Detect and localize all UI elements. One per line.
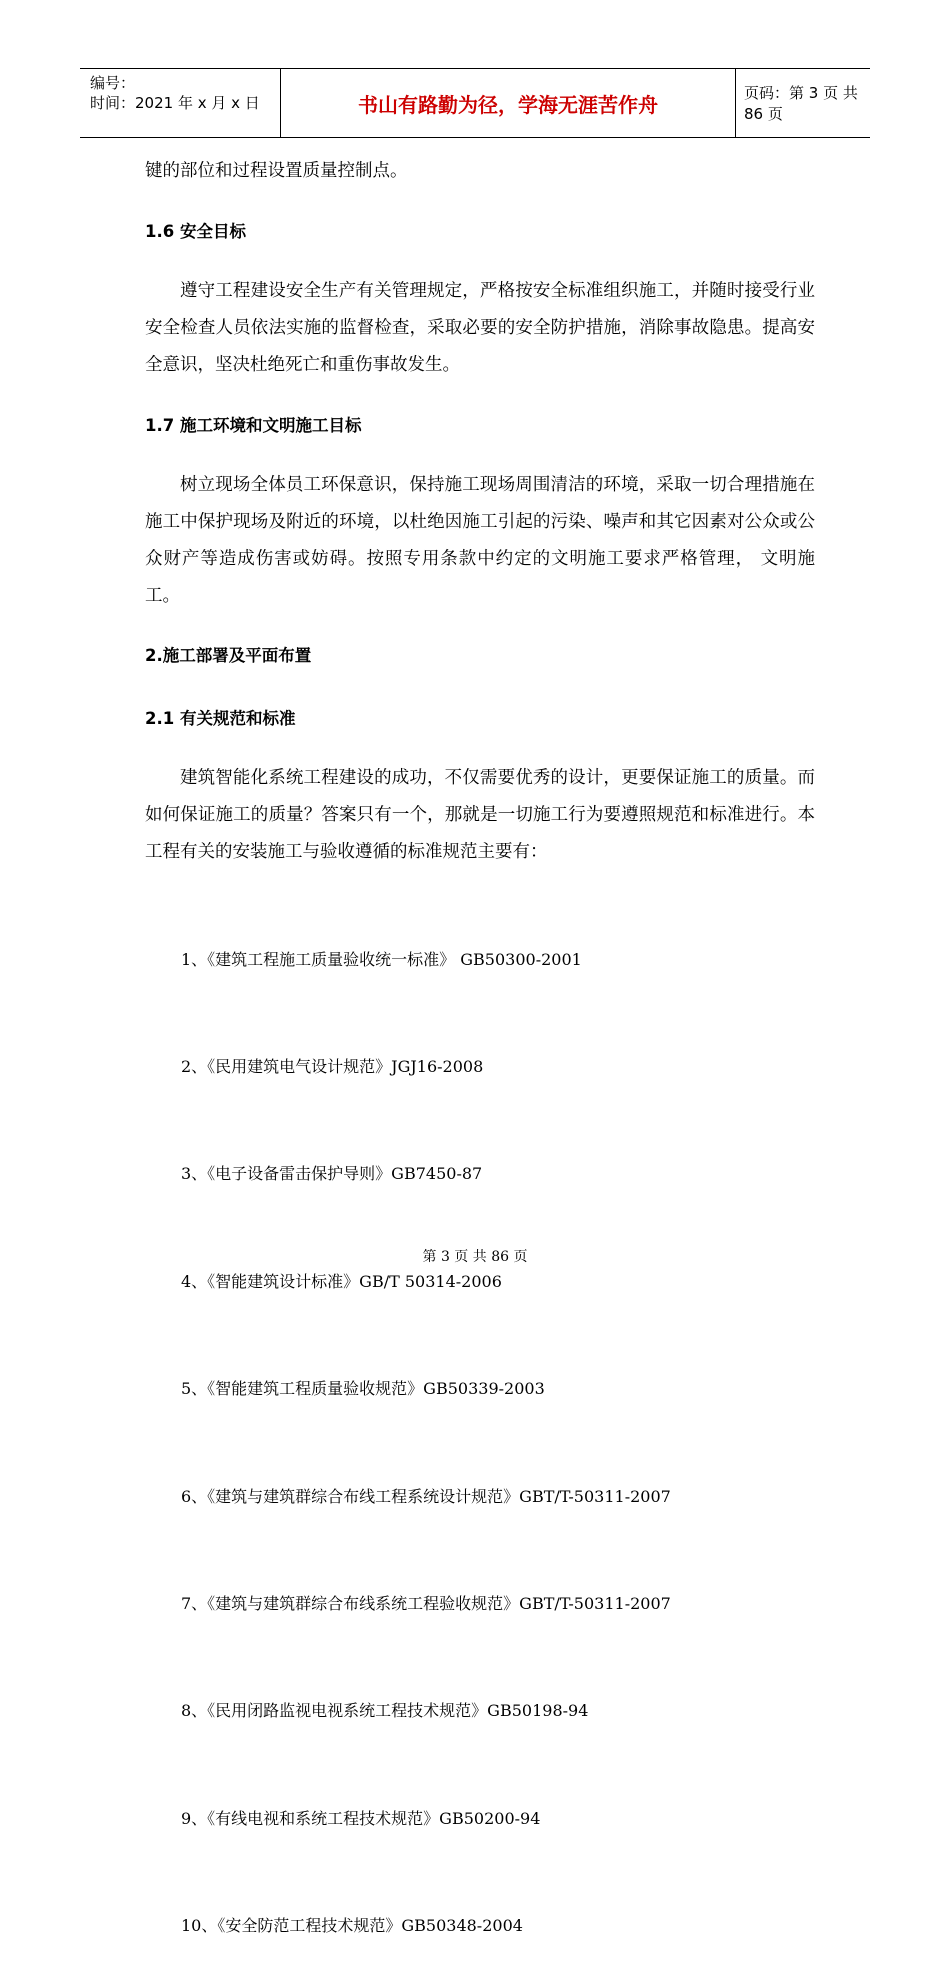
list-item: 8、《民用闭路监视电视系统工程技术规范》GB50198-94 bbox=[181, 1701, 589, 1721]
list-item: 9、《有线电视和系统工程技术规范》GB50200-94 bbox=[181, 1808, 541, 1828]
list-item: 7、《建筑与建筑群综合布线系统工程验收规范》GBT/T-50311-2007 bbox=[181, 1593, 671, 1613]
paragraph-standards-intro: 建筑智能化系统工程建设的成功，不仅需要优秀的设计，更要保证施工的质量。而如何保证施工的质量？答案只有一个，那就是一切施工行为要遵照规范和标准进行。本工程有关的安装施工与验收遵循的标准规范主要有： bbox=[145, 768, 815, 862]
page-header bbox=[80, 68, 870, 138]
paragraph-continued: 键的部位和过程设置质量控制点。 bbox=[145, 161, 408, 181]
page-footer: 第 3 页 共 86 页 bbox=[422, 1249, 528, 1265]
list-item: 6、《建筑与建筑群综合布线工程系统设计规范》GBT/T-50311-2007 bbox=[181, 1486, 671, 1506]
heading-1-7: 1.7 施工环境和文明施工目标 bbox=[145, 416, 362, 435]
standards-list bbox=[181, 870, 671, 1980]
header-page-info: 页码：第 3 页 共 86 页 bbox=[744, 84, 858, 123]
doc-number-label: 编号： bbox=[90, 74, 136, 92]
paragraph-safety: 遵守工程建设安全生产有关管理规定，严格按安全标准组织施工，并随时接受行业安全检查人员依法实施的监督检查，采取必要的安全防护措施，消除事故隐患。提高安全意识，坚决杜绝死亡和重伤事故发生。 bbox=[145, 281, 815, 375]
list-item: 3、《电子设备雷击保护导则》GB7450-87 bbox=[181, 1164, 483, 1184]
list-item: 10、《安全防范工程技术规范》GB50348-2004 bbox=[181, 1916, 523, 1936]
list-item: 5、《智能建筑工程质量验收规范》GB50339-2003 bbox=[181, 1379, 545, 1399]
header-motto: 书山有路勤为径，学海无涯苦作舟 bbox=[280, 69, 736, 137]
heading-2: 2.施工部署及平面布置 bbox=[145, 646, 312, 665]
doc-date: 时间：2021 年 x 月 x 日 bbox=[90, 94, 260, 112]
list-item: 2、《民用建筑电气设计规范》JGJ16-2008 bbox=[181, 1056, 484, 1076]
header-meta bbox=[80, 69, 280, 137]
paragraph-environment: 树立现场全体员工环保意识，保持施工现场周围清洁的环境，采取一切合理措施在施工中保护现场及附近的环境，以杜绝因施工引起的污染、噪声和其它因素对公众或公众财产等造成伤害或妨碍。按照专用条款中约定的文明施工要求严格管理， 文明施工。 bbox=[145, 475, 815, 606]
heading-1-6: 1.6 安全目标 bbox=[145, 222, 246, 241]
list-item: 1、《建筑工程施工质量验收统一标准》 GB50300-2001 bbox=[181, 949, 582, 969]
list-item: 4、《智能建筑设计标准》GB/T 50314-2006 bbox=[181, 1271, 502, 1291]
heading-2-1: 2.1 有关规范和标准 bbox=[145, 709, 296, 728]
